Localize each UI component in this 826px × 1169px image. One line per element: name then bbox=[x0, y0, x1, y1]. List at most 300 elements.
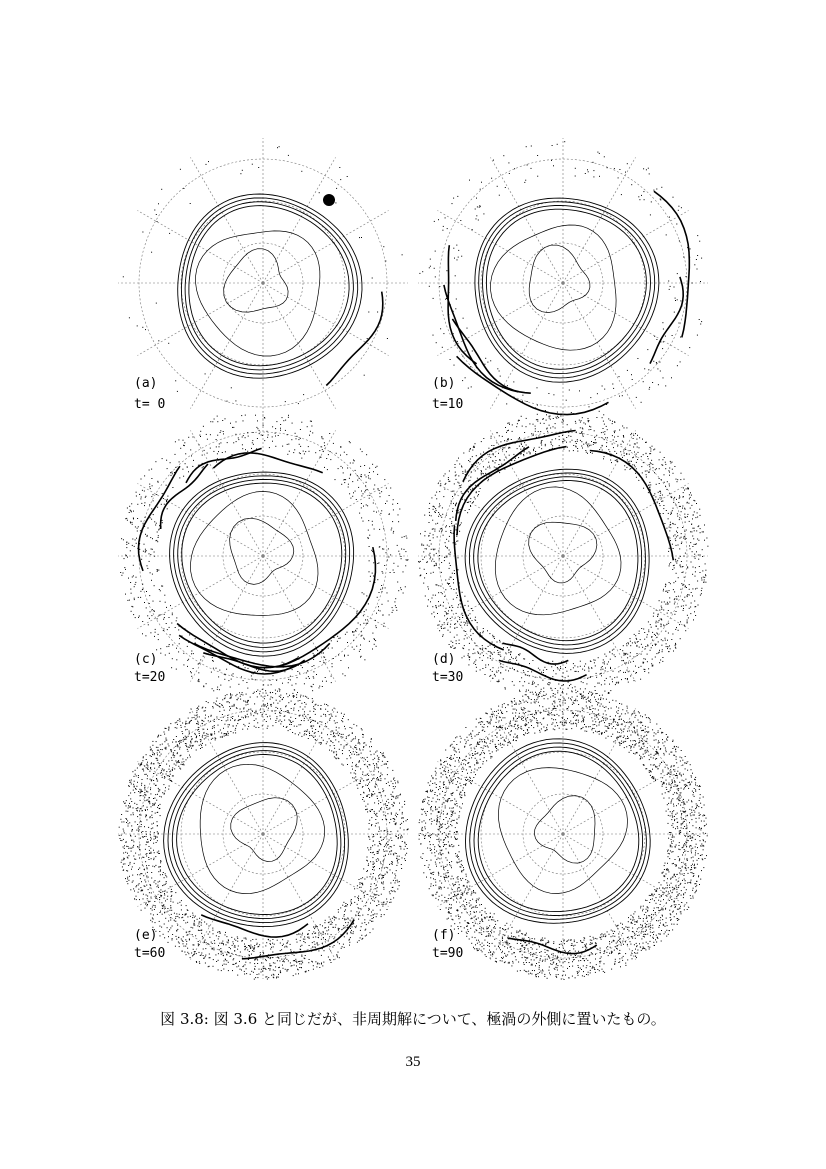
tracer-particle bbox=[216, 461, 217, 462]
tracer-particle bbox=[184, 739, 185, 740]
tracer-particle bbox=[695, 576, 696, 577]
tracer-particle bbox=[374, 765, 375, 766]
tracer-particle bbox=[146, 853, 147, 854]
tracer-particle bbox=[191, 742, 192, 743]
tracer-particle bbox=[440, 328, 441, 329]
tracer-particle bbox=[364, 611, 365, 612]
tracer-particle bbox=[362, 451, 363, 452]
tracer-particle bbox=[253, 444, 254, 445]
tracer-particle bbox=[432, 529, 433, 530]
tracer-particle bbox=[280, 713, 281, 714]
tracer-particle bbox=[383, 856, 384, 857]
tracer-particle bbox=[622, 457, 623, 458]
tracer-particle bbox=[634, 634, 635, 635]
tracer-particle bbox=[344, 482, 345, 483]
tracer-particle bbox=[489, 676, 490, 677]
tracer-particle bbox=[138, 885, 139, 886]
tracer-particle bbox=[166, 485, 167, 486]
tracer-particle bbox=[241, 694, 242, 695]
tracer-particle bbox=[294, 960, 295, 961]
tracer-particle bbox=[659, 362, 660, 363]
tracer-particle bbox=[374, 529, 375, 530]
tracer-particle bbox=[657, 368, 658, 369]
tracer-particle bbox=[157, 570, 158, 571]
tracer-particle bbox=[356, 613, 357, 614]
tracer-particle bbox=[520, 653, 521, 654]
tracer-particle bbox=[453, 599, 454, 600]
tracer-particle bbox=[260, 952, 261, 953]
tracer-particle bbox=[435, 512, 436, 513]
tracer-particle bbox=[482, 649, 483, 650]
tracer-particle bbox=[681, 537, 682, 538]
tracer-particle bbox=[378, 901, 379, 902]
tracer-particle bbox=[455, 472, 456, 473]
panel-label-b: (b) bbox=[432, 376, 456, 391]
tracer-particle bbox=[516, 426, 517, 427]
tracer-particle bbox=[636, 462, 637, 463]
tracer-particle bbox=[644, 669, 645, 670]
tracer-particle bbox=[164, 504, 165, 505]
tracer-particle bbox=[646, 477, 647, 478]
tracer-particle bbox=[404, 549, 405, 550]
tracer-particle bbox=[178, 651, 179, 652]
tracer-particle bbox=[684, 626, 685, 627]
tracer-particle bbox=[663, 610, 664, 611]
tracer-particle bbox=[481, 473, 482, 474]
tracer-particle bbox=[192, 927, 193, 928]
tracer-particle bbox=[377, 913, 378, 914]
tracer-particle bbox=[267, 716, 268, 717]
tracer-particle bbox=[273, 946, 274, 947]
tracer-particle bbox=[663, 590, 664, 591]
tracer-particle bbox=[372, 779, 373, 780]
tracer-particle bbox=[474, 447, 475, 448]
tracer-particle bbox=[263, 425, 264, 426]
tracer-particle bbox=[136, 804, 137, 805]
tracer-particle bbox=[380, 496, 381, 497]
tracer-particle bbox=[219, 949, 220, 950]
tracer-particle bbox=[130, 522, 131, 523]
tracer-particle bbox=[480, 488, 481, 489]
tracer-particle bbox=[663, 508, 664, 509]
tracer-particle bbox=[370, 932, 371, 933]
tracer-particle bbox=[464, 596, 465, 597]
tracer-particle bbox=[460, 607, 461, 608]
tracer-particle bbox=[172, 934, 173, 935]
tracer-particle bbox=[436, 565, 437, 566]
tracer-particle bbox=[378, 779, 379, 780]
tracer-particle bbox=[204, 450, 205, 451]
tracer-particle bbox=[162, 905, 163, 906]
tracer-particle bbox=[691, 524, 692, 525]
tracer-particle bbox=[662, 465, 663, 466]
tracer-particle bbox=[275, 970, 276, 971]
tracer-particle bbox=[673, 651, 674, 652]
tracer-particle bbox=[177, 745, 178, 746]
tracer-particle bbox=[136, 830, 137, 831]
tracer-particle bbox=[164, 748, 165, 749]
tracer-particle bbox=[667, 602, 668, 603]
tracer-particle bbox=[330, 459, 331, 460]
tracer-particle bbox=[456, 299, 457, 300]
tracer-particle bbox=[454, 573, 455, 574]
tracer-particle bbox=[165, 918, 166, 919]
tracer-particle bbox=[154, 882, 155, 883]
tracer-filament bbox=[654, 191, 689, 337]
tracer-particle bbox=[243, 680, 244, 681]
tracer-particle bbox=[377, 779, 378, 780]
tracer-particle bbox=[193, 668, 194, 669]
tracer-particle bbox=[633, 438, 634, 439]
tracer-particle bbox=[654, 634, 655, 635]
tracer-particle bbox=[485, 674, 486, 675]
tracer-particle bbox=[636, 477, 637, 478]
tracer-particle bbox=[670, 583, 671, 584]
tracer-particle bbox=[313, 665, 314, 666]
tracer-particle bbox=[370, 478, 371, 479]
tracer-particle bbox=[303, 939, 304, 940]
tracer-particle bbox=[300, 946, 301, 947]
tracer-particle bbox=[344, 936, 345, 937]
tracer-particle bbox=[476, 455, 477, 456]
tracer-particle bbox=[154, 836, 155, 837]
tracer-particle bbox=[131, 611, 132, 612]
tracer-particle bbox=[160, 601, 161, 602]
tracer-particle bbox=[390, 834, 391, 835]
tracer-particle bbox=[376, 767, 377, 768]
tracer-particle bbox=[518, 457, 519, 458]
tracer-particle bbox=[166, 607, 167, 608]
tracer-particle bbox=[673, 197, 674, 198]
tracer-particle bbox=[618, 682, 619, 683]
tracer-particle bbox=[158, 634, 159, 635]
tracer-particle bbox=[310, 421, 311, 422]
tracer-particle bbox=[374, 644, 375, 645]
tracer-particle bbox=[253, 972, 254, 973]
tracer-particle bbox=[644, 368, 645, 369]
tracer-particle bbox=[363, 743, 364, 744]
tracer-particle bbox=[206, 942, 207, 943]
tracer-particle bbox=[681, 533, 682, 534]
tracer-particle bbox=[369, 560, 370, 561]
tracer-particle bbox=[588, 171, 589, 172]
tracer-particle bbox=[371, 878, 372, 879]
tracer-particle bbox=[649, 387, 650, 388]
tracer-particle bbox=[684, 597, 685, 598]
tracer-particle bbox=[674, 614, 675, 615]
tracer-particle bbox=[637, 655, 638, 656]
tracer-particle bbox=[646, 442, 647, 443]
tracer-particle bbox=[630, 468, 631, 469]
tracer-particle bbox=[152, 741, 153, 742]
tracer-particle bbox=[690, 492, 691, 493]
tracer-particle bbox=[696, 259, 697, 260]
tracer-particle bbox=[144, 792, 145, 793]
tracer-particle bbox=[333, 959, 334, 960]
tracer-particle bbox=[470, 501, 471, 502]
tracer-particle bbox=[133, 841, 134, 842]
tracer-particle bbox=[335, 479, 336, 480]
tracer-particle bbox=[265, 945, 266, 946]
tracer-particle bbox=[151, 496, 152, 497]
tracer-particle bbox=[690, 548, 691, 549]
tracer-particle bbox=[461, 467, 462, 468]
tracer-particle bbox=[385, 503, 386, 504]
tracer-particle bbox=[670, 463, 671, 464]
tracer-particle bbox=[667, 592, 668, 593]
tracer-particle bbox=[162, 891, 163, 892]
tracer-particle bbox=[221, 954, 222, 955]
tracer-particle bbox=[347, 176, 348, 177]
tracer-particle bbox=[600, 669, 601, 670]
tracer-particle bbox=[289, 451, 290, 452]
tracer-particle bbox=[371, 921, 372, 922]
tracer-particle bbox=[395, 605, 396, 606]
vortex-edge-contour bbox=[478, 481, 638, 641]
tracer-particle bbox=[618, 436, 619, 437]
tracer-particle bbox=[678, 206, 679, 207]
tracer-particle bbox=[676, 561, 677, 562]
tracer-particle bbox=[234, 951, 235, 952]
tracer-particle bbox=[132, 539, 133, 540]
tracer-particle bbox=[156, 758, 157, 759]
tracer-particle bbox=[336, 453, 337, 454]
tracer-particle bbox=[362, 778, 363, 779]
tracer-particle bbox=[686, 538, 687, 539]
tracer-particle bbox=[604, 431, 605, 432]
tracer-particle bbox=[451, 503, 452, 504]
tracer-particle bbox=[133, 807, 134, 808]
tracer-particle bbox=[246, 947, 247, 948]
tracer-particle bbox=[510, 659, 511, 660]
tracer-particle bbox=[615, 656, 616, 657]
tracer-particle bbox=[321, 705, 322, 706]
tracer-particle bbox=[187, 467, 188, 468]
tracer-particle bbox=[599, 176, 600, 177]
tracer-particle bbox=[360, 930, 361, 931]
tracer-particle bbox=[471, 471, 472, 472]
tracer-particle bbox=[308, 676, 309, 677]
tracer-particle bbox=[150, 834, 151, 835]
tracer-particle bbox=[624, 465, 625, 466]
tracer-particle bbox=[389, 822, 390, 823]
tracer-particle bbox=[644, 639, 645, 640]
tracer-particle bbox=[127, 600, 128, 601]
tracer-particle bbox=[280, 428, 281, 429]
tracer-particle bbox=[612, 650, 613, 651]
tracer-particle bbox=[443, 535, 444, 536]
tracer-particle bbox=[575, 671, 576, 672]
tracer-particle bbox=[632, 642, 633, 643]
tracer-particle bbox=[438, 516, 439, 517]
tracer-particle bbox=[291, 966, 292, 967]
tracer-particle bbox=[373, 771, 374, 772]
tracer-particle bbox=[630, 652, 631, 653]
tracer-particle bbox=[445, 527, 446, 528]
tracer-particle bbox=[682, 508, 683, 509]
tracer-particle bbox=[622, 395, 623, 396]
tracer-particle bbox=[658, 628, 659, 629]
tracer-particle bbox=[268, 685, 269, 686]
tracer-particle bbox=[453, 589, 454, 590]
tracer-particle bbox=[251, 954, 252, 955]
tracer-particle bbox=[255, 679, 256, 680]
tracer-particle bbox=[179, 902, 180, 903]
tracer-particle bbox=[282, 699, 283, 700]
tracer-particle bbox=[365, 929, 366, 930]
tracer-particle bbox=[635, 444, 636, 445]
tracer-particle bbox=[344, 452, 345, 453]
tracer-particle bbox=[376, 916, 377, 917]
tracer-particle bbox=[465, 470, 466, 471]
tracer-particle bbox=[464, 645, 465, 646]
tracer-particle bbox=[284, 720, 285, 721]
tracer-particle bbox=[682, 527, 683, 528]
tracer-particle bbox=[150, 537, 151, 538]
tracer-particle bbox=[150, 789, 151, 790]
tracer-particle bbox=[361, 491, 362, 492]
tracer-particle bbox=[155, 629, 156, 630]
tracer-particle bbox=[292, 685, 293, 686]
tracer-particle bbox=[166, 501, 167, 502]
tracer-particle bbox=[643, 454, 644, 455]
tracer-particle bbox=[368, 520, 369, 521]
tracer-particle bbox=[597, 152, 598, 153]
tracer-particle bbox=[622, 650, 623, 651]
tracer-particle bbox=[169, 771, 170, 772]
tracer-particle bbox=[580, 433, 581, 434]
tracer-particle bbox=[157, 481, 158, 482]
tracer-particle bbox=[546, 420, 547, 421]
tracer-particle bbox=[446, 515, 447, 516]
tracer-particle bbox=[356, 631, 357, 632]
tracer-particle bbox=[377, 816, 378, 817]
tracer-particle bbox=[348, 484, 349, 485]
tracer-particle bbox=[619, 376, 620, 377]
tracer-particle bbox=[697, 255, 698, 256]
tracer-particle bbox=[132, 875, 133, 876]
tracer-particle bbox=[699, 319, 700, 320]
tracer-particle bbox=[222, 420, 223, 421]
tracer-particle bbox=[373, 910, 374, 911]
tracer-particle bbox=[507, 423, 508, 424]
tracer-particle bbox=[547, 431, 548, 432]
tracer-particle bbox=[526, 445, 527, 446]
tracer-particle bbox=[168, 745, 169, 746]
tracer-particle bbox=[387, 841, 388, 842]
tracer-particle bbox=[605, 668, 606, 669]
tracer-particle bbox=[523, 448, 524, 449]
tracer-particle bbox=[339, 167, 340, 168]
tracer-particle bbox=[424, 557, 425, 558]
tracer-particle bbox=[156, 800, 157, 801]
tracer-particle bbox=[694, 554, 695, 555]
tracer-particle bbox=[379, 493, 380, 494]
tracer-particle bbox=[551, 666, 552, 667]
tracer-particle bbox=[335, 924, 336, 925]
tracer-particle bbox=[205, 715, 206, 716]
tracer-particle bbox=[451, 610, 452, 611]
tracer-particle bbox=[350, 901, 351, 902]
tracer-particle bbox=[233, 442, 234, 443]
tracer-particle bbox=[683, 601, 684, 602]
tracer-particle bbox=[651, 637, 652, 638]
tracer-particle bbox=[359, 879, 360, 880]
tracer-particle bbox=[332, 731, 333, 732]
tracer-particle bbox=[604, 680, 605, 681]
tracer-particle bbox=[440, 485, 441, 486]
tracer-particle bbox=[313, 676, 314, 677]
tracer-particle bbox=[250, 945, 251, 946]
tracer-particle bbox=[475, 209, 476, 210]
tracer-particle bbox=[512, 424, 513, 425]
tracer-particle bbox=[144, 475, 145, 476]
tracer-particle bbox=[375, 897, 376, 898]
tracer-particle bbox=[373, 503, 374, 504]
tracer-particle bbox=[434, 529, 435, 530]
tracer-particle bbox=[485, 473, 486, 474]
tracer-particle bbox=[243, 700, 244, 701]
tracer-particle bbox=[368, 865, 369, 866]
tracer-particle bbox=[232, 970, 233, 971]
tracer-particle bbox=[177, 916, 178, 917]
tracer-particle bbox=[259, 430, 260, 431]
tracer-particle bbox=[357, 611, 358, 612]
tracer-particle bbox=[299, 732, 300, 733]
tracer-particle bbox=[383, 755, 384, 756]
tracer-particle bbox=[384, 479, 385, 480]
tracer-particle bbox=[687, 596, 688, 597]
tracer-particle bbox=[313, 653, 314, 654]
tracer-particle bbox=[648, 492, 649, 493]
tracer-particle bbox=[180, 448, 181, 449]
tracer-particle bbox=[151, 469, 152, 470]
tracer-particle bbox=[508, 661, 509, 662]
tracer-particle bbox=[121, 575, 122, 576]
tracer-particle bbox=[369, 641, 370, 642]
tracer-particle bbox=[471, 608, 472, 609]
tracer-particle bbox=[150, 768, 151, 769]
tracer-particle bbox=[351, 741, 352, 742]
tracer-particle bbox=[320, 933, 321, 934]
tracer-particle bbox=[480, 632, 481, 633]
tracer-particle bbox=[293, 697, 294, 698]
tracer-particle bbox=[377, 834, 378, 835]
tracer-particle bbox=[147, 872, 148, 873]
tracer-particle bbox=[430, 573, 431, 574]
tracer-particle bbox=[687, 502, 688, 503]
tracer-particle bbox=[445, 217, 446, 218]
tracer-particle bbox=[363, 747, 364, 748]
tracer-particle bbox=[529, 451, 530, 452]
tracer-particle bbox=[622, 441, 623, 442]
tracer-particle bbox=[669, 564, 670, 565]
tracer-particle bbox=[617, 446, 618, 447]
tracer-particle bbox=[300, 438, 301, 439]
tracer-particle bbox=[597, 393, 598, 394]
tracer-particle bbox=[343, 479, 344, 480]
tracer-particle bbox=[571, 412, 572, 413]
tracer-particle bbox=[128, 855, 129, 856]
tracer-particle bbox=[579, 390, 580, 391]
tracer-particle bbox=[330, 451, 331, 452]
tracer-particle bbox=[479, 207, 480, 208]
tracer-particle bbox=[456, 536, 457, 537]
tracer-particle bbox=[165, 655, 166, 656]
tracer-particle bbox=[272, 957, 273, 958]
tracer-particle bbox=[386, 836, 387, 837]
tracer-particle bbox=[344, 714, 345, 715]
